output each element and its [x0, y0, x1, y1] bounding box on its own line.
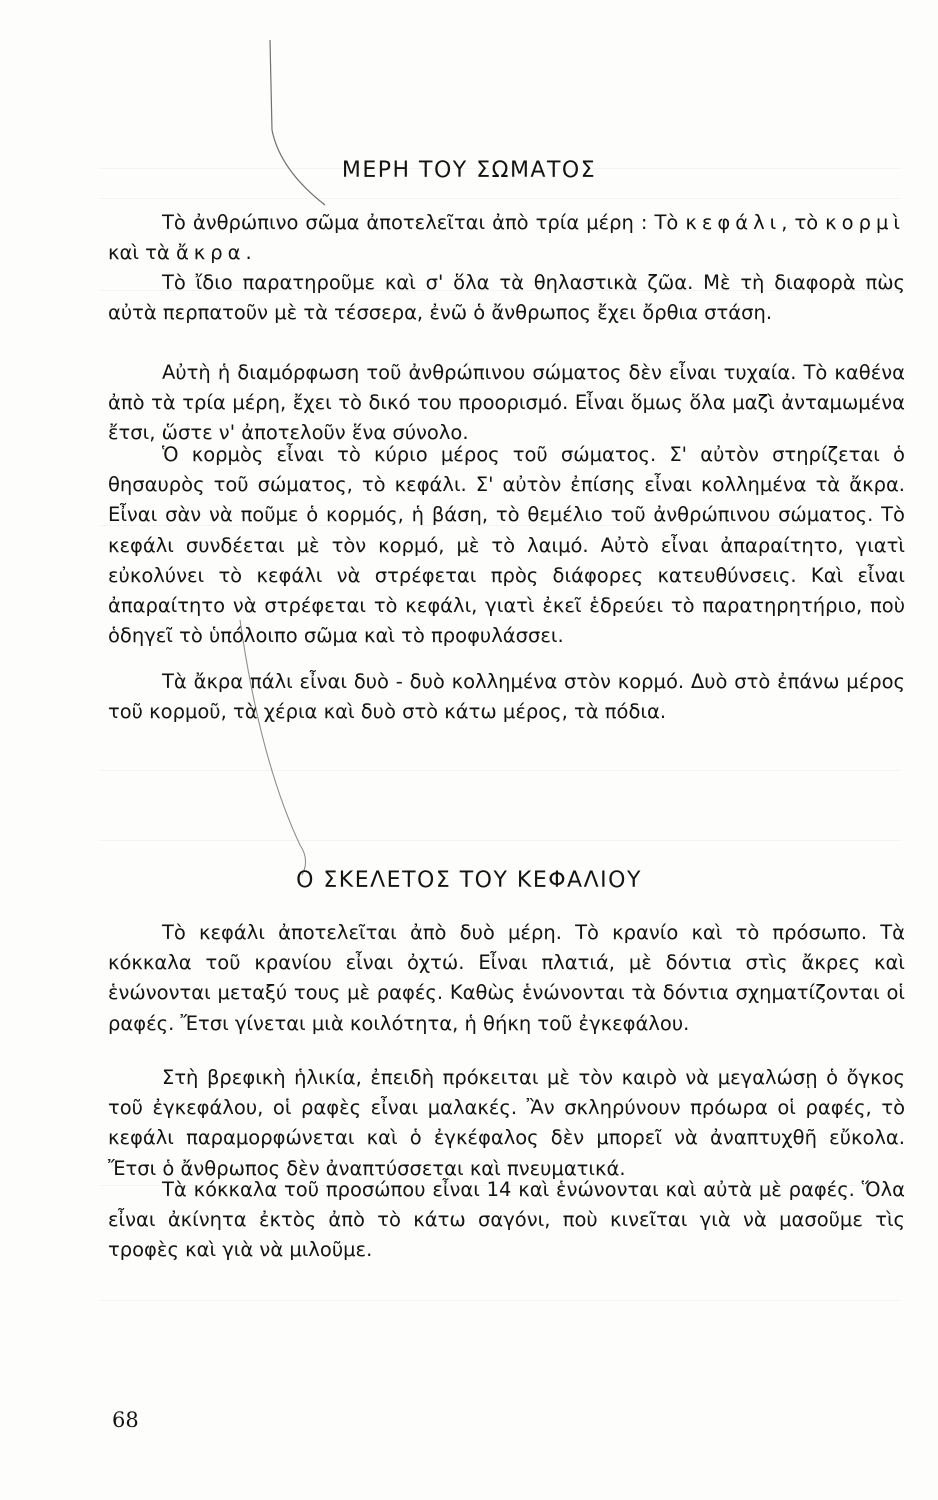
term-limbs: ἄκρα — [175, 241, 246, 265]
paragraph-text: Ὁ κορμὸς εἶναι τὸ κύριο μέρος τοῦ σώματος. Σ' αὐτὸν στηρίζεται ὁ θησαυρὸς τοῦ σώματος, τὸ κεφάλι. Σ' αὐτὸν ἐπίσης εἶναι κολλημένα τὰ ἄκρα. Εἶναι σὰν νὰ ποῦμε ὁ κορμός, ἡ βάση, τὸ θεμέλιο τοῦ ἀνθρώπινου σώματος. Τὸ κεφάλι συνδέεται μὲ τὸν κορμό, μὲ τὸ λαιμό. Αὐτὸ εἶναι ἀπαραίτητο, γιατὶ εὐκολύνει τὸ κεφάλι νὰ στρέφεται πρὸς διάφορες κατευθύνσεις. Καὶ εἶναι ἀπαραίτητο νὰ στρέφεται τὸ κεφάλι, γιατὶ ἐκεῖ ἑδρεύει τὸ παρατηρητήριο, ποὺ ὁδηγεῖ τὸ ὑπόλοιπο σῶμα καὶ τὸ προφυλάσσει. — [108, 443, 905, 648]
paragraph-text: Στὴ βρεφικὴ ἡλικία, ἐπειδὴ πρόκειται μὲ τὸν καιρὸ νὰ μεγαλώσῃ ὁ ὄγκος τοῦ ἐγκεφάλου, οἱ ραφὲς εἶναι μαλακές. Ἂν σκληρύνουν πρόωρα οἱ ραφές, τὸ κεφάλι παραμορφώνεται καὶ ὁ ἐγκέφαλος δὲν μπορεῖ νὰ ἀναπτυχθῆ εὔκολα. Ἔτσι ὁ ἄνθρωπος δὲν ἀναπτύσσεται καὶ πνευματικά. — [108, 1066, 905, 1180]
paragraph-text: Τὸ κεφάλι ἀποτελεῖται ἀπὸ δυὸ μέρη. Τὸ κρανίο καὶ τὸ πρόσωπο. Τὰ κόκκαλα τοῦ κρανίου εἶναι ὀχτώ. Εἶναι πλατιά, μὲ δόντια στὶς ἄκρες καὶ ἑνώνονται μεταξύ τους μὲ ραφές. Καθὼς ἑνώνονται τὰ δόντια σχηματίζονται οἱ ραφές. Ἔτσι γίνεται μιὰ κοιλότητα, ἡ θήκη τοῦ ἐγκεφάλου. — [108, 921, 905, 1035]
term-head: κεφάλι — [685, 211, 782, 234]
intro-text-end: . — [245, 241, 252, 265]
paragraph-torso — [108, 440, 905, 651]
show-through-line — [100, 1300, 900, 1301]
paragraph-text: Αὐτὴ ἡ διαμόρφωση τοῦ ἀνθρώπινου σώματος δὲν εἶναι τυχαία. Τὸ καθένα ἀπὸ τὰ τρία μέρη, ἔχει τὸ δικό του προορισμό. Εἶναι ὅμως ὅλα μαζὶ ἀνταμωμένα ἔτσι, ὥστε ν' ἀποτελοῦν ἕνα σύνολο. — [108, 361, 905, 445]
section-title-skull: Ο ΣΚΕΛΕΤΟΣ ΤΟΥ ΚΕΦΑΛΙΟΥ — [296, 868, 642, 893]
show-through-line — [100, 770, 900, 771]
paragraph-limbs — [108, 667, 905, 727]
paragraph-infancy — [108, 1063, 905, 1184]
paragraph-body-parts-intro — [108, 208, 905, 268]
show-through-line — [100, 840, 900, 841]
paragraph-text: Τὰ ἄκρα πάλι εἶναι δυὸ - δυὸ κολλημένα στὸν κορμό. Δυὸ στὸ ἐπάνω μέρος τοῦ κορμοῦ, τὰ χέρια καὶ δυὸ στὸ κάτω μέρος, τὰ πόδια. — [108, 670, 905, 724]
section-title-body-parts: ΜΕΡΗ ΤΟΥ ΣΩΜΑΤΟΣ — [341, 158, 597, 183]
paragraph-face-bones — [108, 1175, 905, 1266]
paragraph-body-structure — [108, 358, 905, 449]
intro-text-comma: , τὸ — [781, 211, 826, 234]
paragraph-mammals — [108, 268, 905, 328]
paragraph-text: Τὸ ἴδιο παρατηροῦμε καὶ σ' ὅλα τὰ θηλαστικὰ ζῶα. Μὲ τὴ διαφορὰ πὼς αὐτὰ περπατοῦν μὲ τὰ τέσσερα, ἐνῶ ὁ ἄνθρωπος ἔχει ὄρθια στάση. — [108, 271, 905, 325]
intro-text-and: καὶ τὰ — [108, 241, 176, 265]
paragraph-text: Τὰ κόκκαλα τοῦ προσώπου εἶναι 14 καὶ ἑνώνονται καὶ αὐτὰ μὲ ραφές. Ὅλα εἶναι ἀκίνητα ἐκτὸς ἀπὸ τὸ κάτω σαγόνι, ποὺ κινεῖται γιὰ νὰ μασοῦμε τὶς τροφὲς καὶ γιὰ νὰ μιλοῦμε. — [108, 1178, 905, 1262]
page-number: 68 — [112, 1408, 139, 1432]
paragraph-skull — [108, 918, 905, 1039]
term-torso: κορμὶ — [825, 211, 905, 234]
show-through-line — [100, 198, 900, 199]
intro-text-start: Τὸ ἀνθρώπινο σῶμα ἀποτελεῖται ἀπὸ τρία μέρη : Τὸ — [162, 211, 686, 234]
